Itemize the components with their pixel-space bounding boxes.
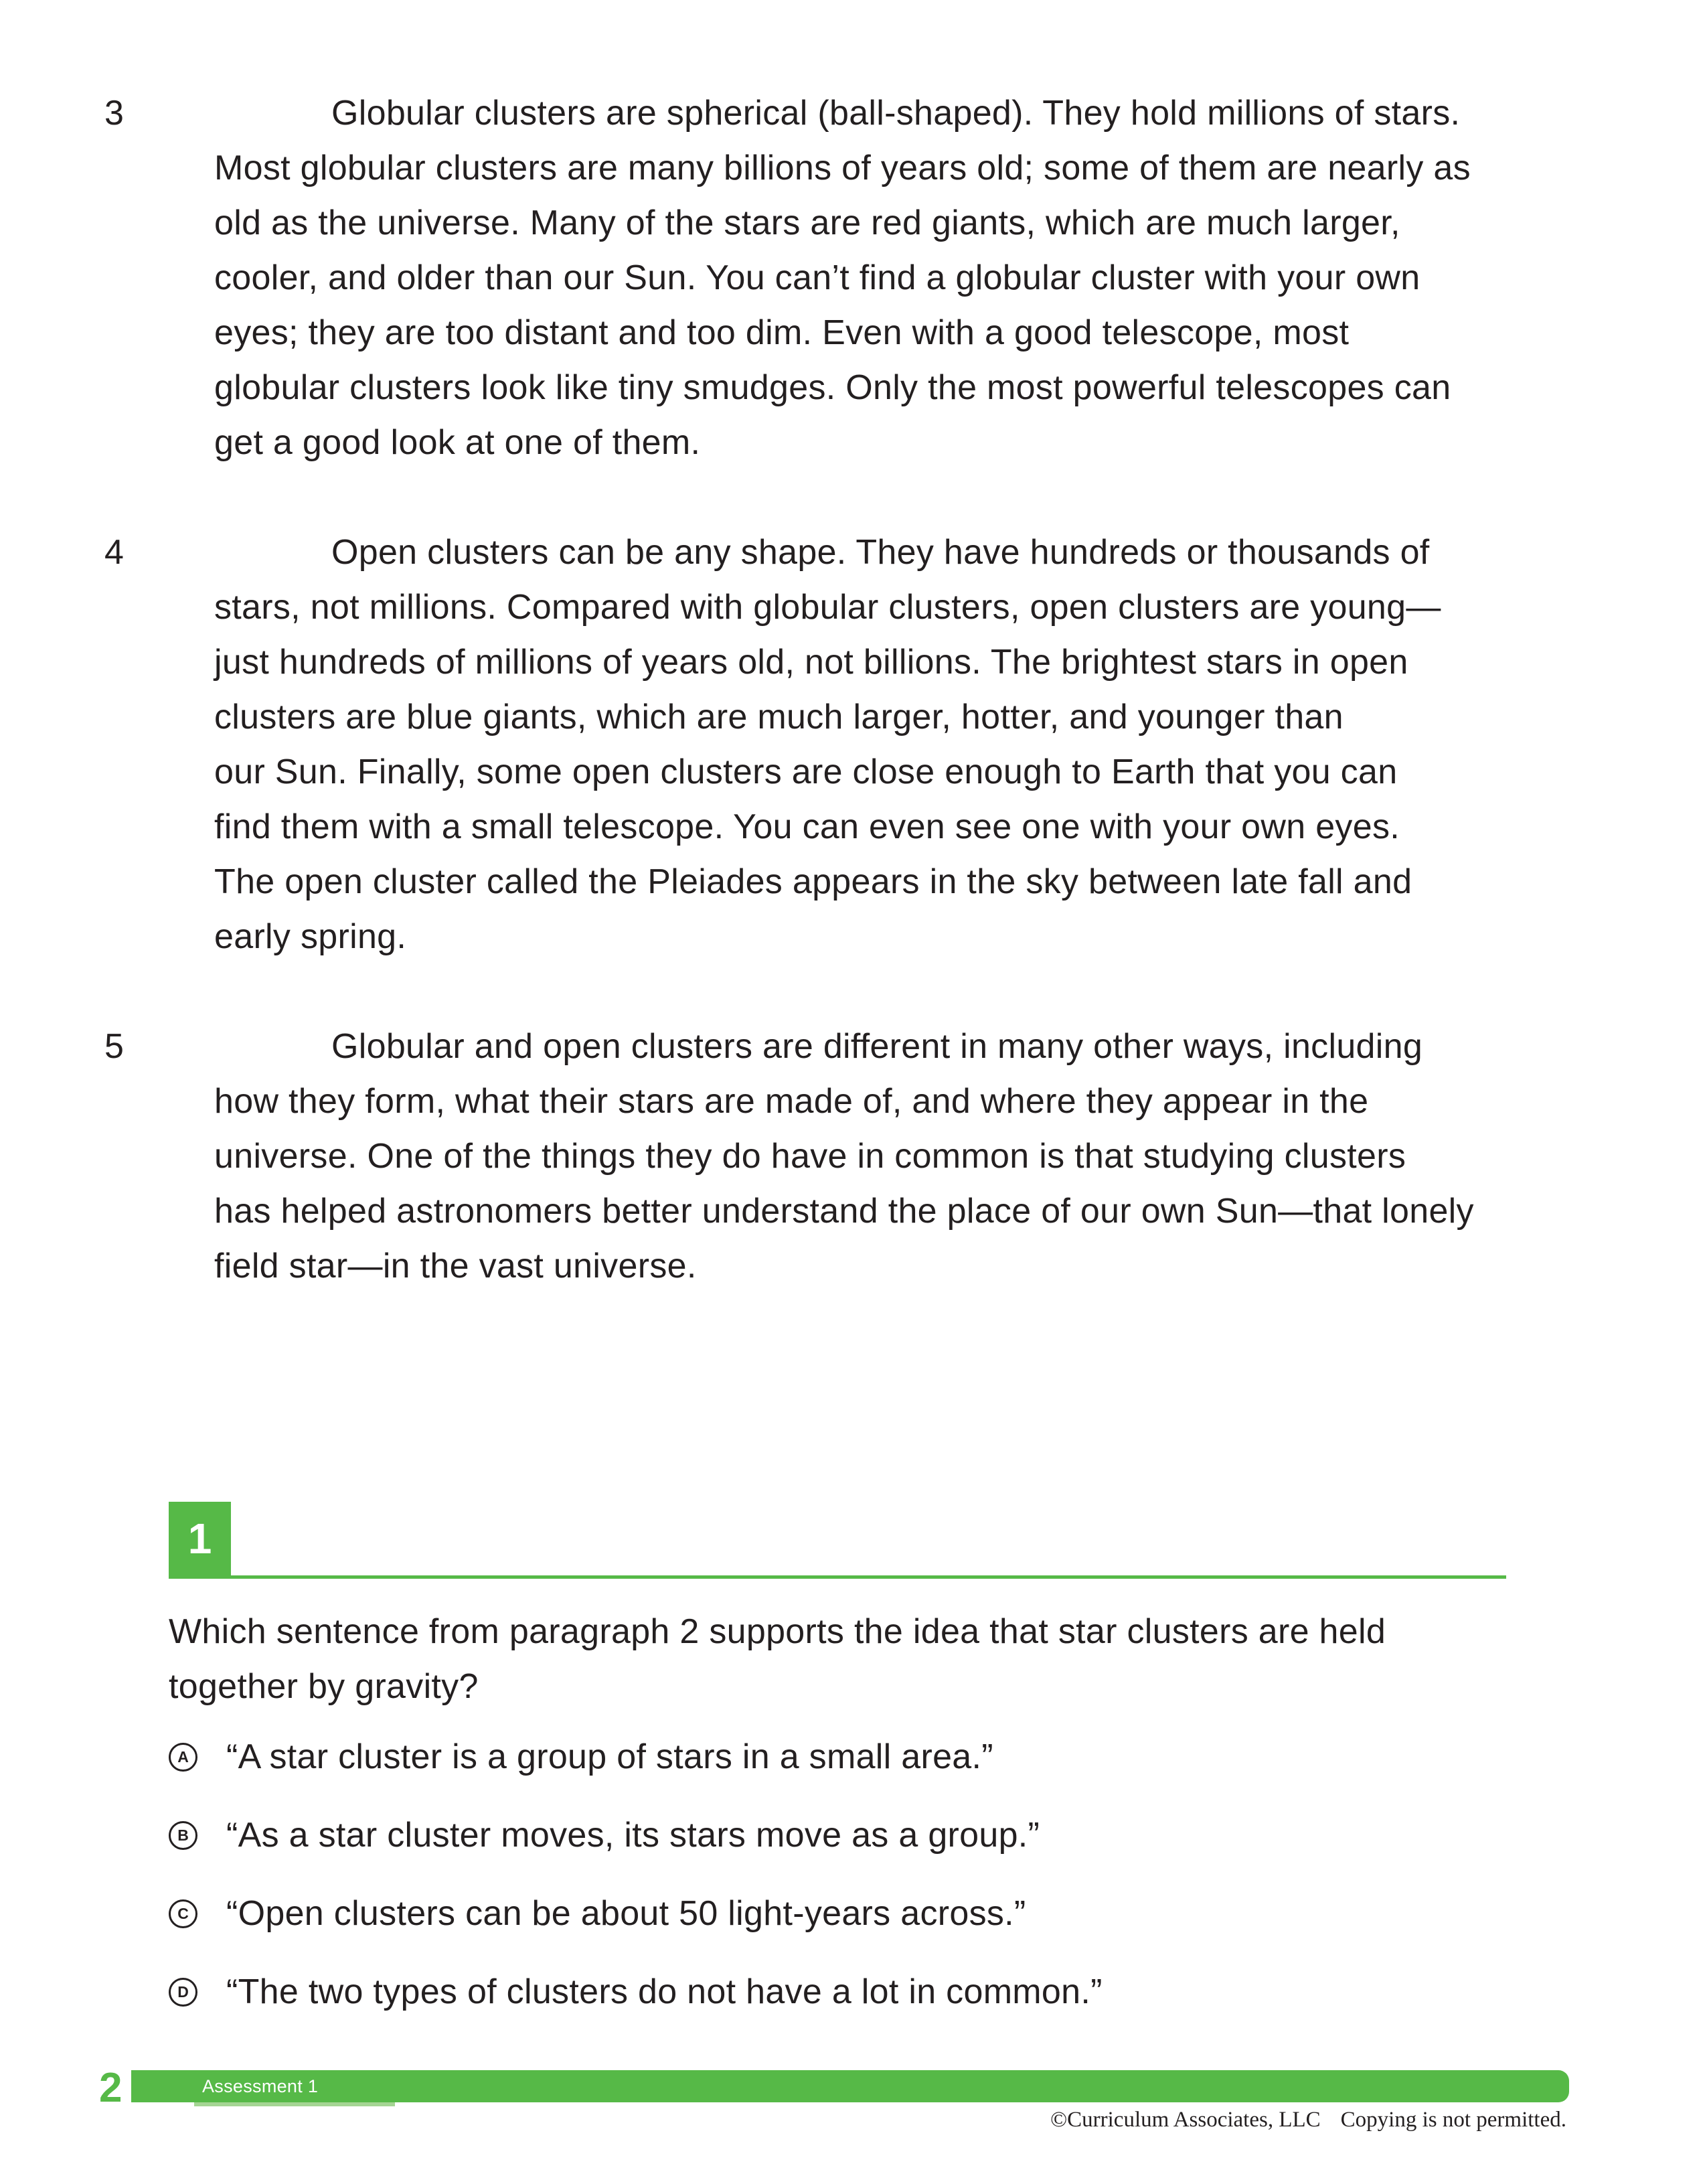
choice-letter-bubble-b: B bbox=[169, 1821, 197, 1850]
footer-bar-shadow bbox=[194, 2102, 395, 2106]
choice-letter-bubble-a: A bbox=[169, 1743, 197, 1772]
page-number: 2 bbox=[99, 2065, 123, 2111]
copyright-line bbox=[1050, 2106, 1566, 2133]
question-number: 1 bbox=[187, 1514, 212, 1563]
paragraph-number: 3 bbox=[104, 94, 124, 133]
footer-bar-label: Assessment 1 bbox=[202, 2076, 319, 2096]
answer-choice-d bbox=[169, 1964, 1103, 2019]
choice-text: “The two types of clusters do not have a lot in common.” bbox=[226, 1972, 1103, 2011]
choice-letter-bubble-d: D bbox=[169, 1978, 197, 2007]
paragraph-number: 4 bbox=[104, 533, 124, 572]
question-divider-rule bbox=[169, 1575, 1506, 1579]
paragraph-text: Globular and open clusters are different in many other ways, including how they form, what their stars are made of, and where they appear in the universe. One of the things they do have in common is that studying clusters has helped astronomers better understand the place of our own Sun—that lonely field star—in the vast universe. bbox=[214, 1027, 1474, 1285]
paragraph-text: Globular clusters are spherical (ball-shaped). They hold millions of stars. Most globular clusters are many billions of years old; some of them are nearly as old as the universe. Many of the stars are red giants, which are much larger, cooler, and older than our Sun. You can’t find a globular cluster with your own eyes; they are too distant and too dim. Even with a good telescope, most globular clusters look like tiny smudges. Only the most powerful telescopes can get a good look at one of them. bbox=[214, 94, 1471, 462]
paragraph-text: Open clusters can be any shape. They have hundreds or thousands of stars, not millions. Compared with globular clusters, open clusters are young— just hundreds of millions of years old, not billions. The brightest stars in open clusters are blue giants, which are much larger, hotter, and younger than our Sun. Finally, some open clusters are close enough to Earth that you can find them with a small telescope. You can even see one with your own eyes. The open cluster called the Pleiades appears in the sky between late fall and early spring. bbox=[214, 533, 1441, 956]
copyright-notice: Copying is not permitted. bbox=[1340, 2108, 1566, 2132]
question-number-box bbox=[169, 1502, 231, 1575]
paragraph-number: 5 bbox=[104, 1027, 124, 1066]
answer-choice-c bbox=[169, 1886, 1026, 1941]
copyright-publisher: ©Curriculum Associates, LLC bbox=[1050, 2108, 1321, 2132]
question-stem: Which sentence from paragraph 2 supports the idea that star clusters are held together by gravity? bbox=[169, 1612, 1386, 1706]
answer-choice-a bbox=[169, 1729, 993, 1784]
choice-text: “Open clusters can be about 50 light-years across.” bbox=[226, 1894, 1026, 1933]
choice-letter-bubble-c: C bbox=[169, 1899, 197, 1928]
answer-choice-b bbox=[169, 1808, 1040, 1863]
choice-text: “A star cluster is a group of stars in a small area.” bbox=[226, 1737, 993, 1776]
choice-text: “As a star cluster moves, its stars move as a group.” bbox=[226, 1816, 1040, 1855]
footer-bar bbox=[131, 2070, 1569, 2102]
